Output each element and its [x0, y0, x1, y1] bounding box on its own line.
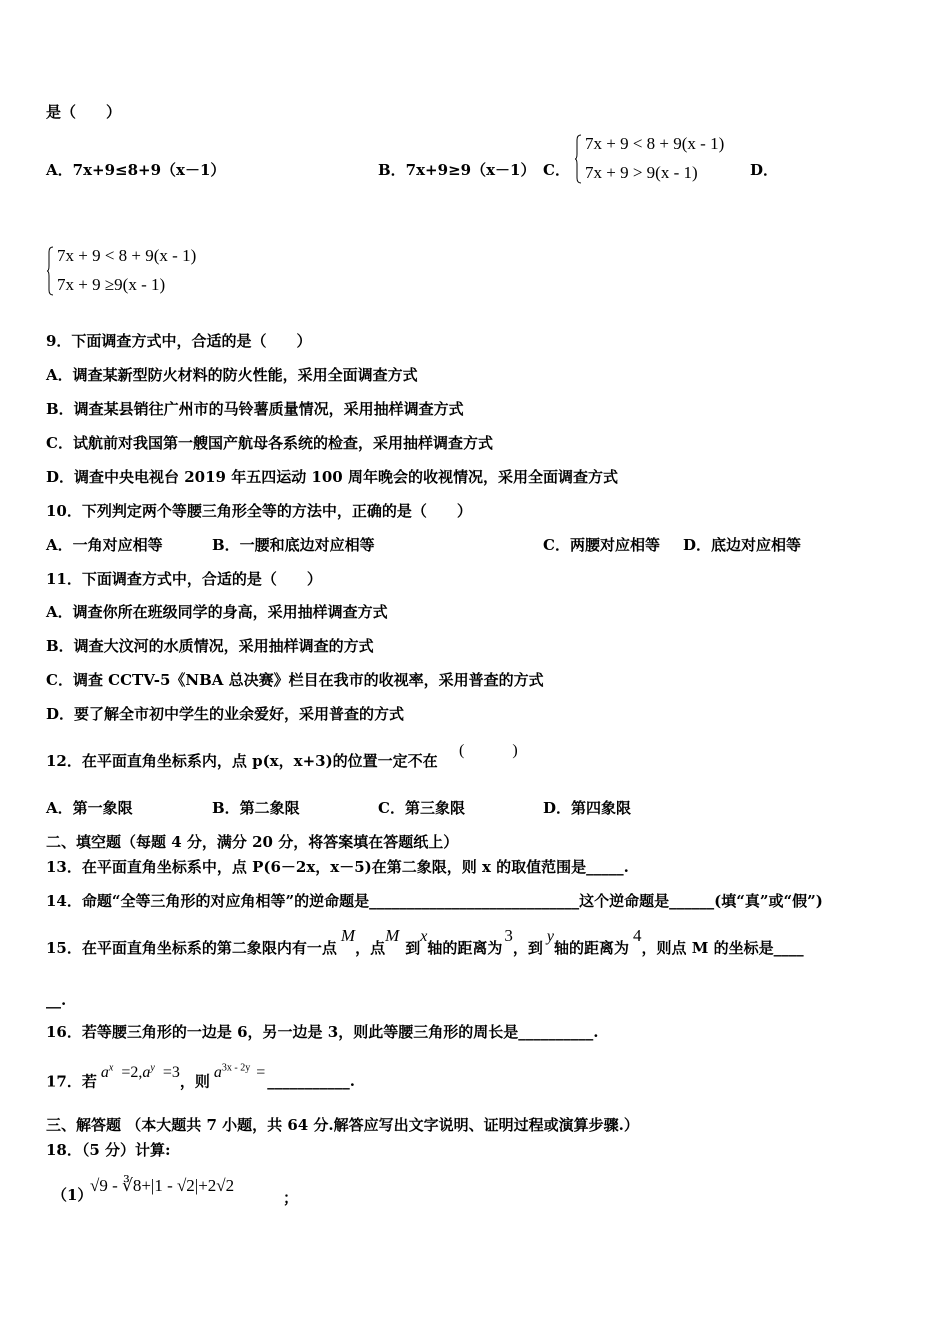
q8-option-a: A．7x+9≤8+9（x－1）: [46, 161, 226, 179]
q12-stem: 12．在平面直角坐标系内，点 p(x，x+3)的位置一定不在: [46, 752, 438, 770]
q11-option-c: C．调查 CCTV-5《NBA 总决赛》栏目在我市的收视率，采用普查的方式: [46, 671, 544, 689]
brace-icon: [575, 134, 582, 184]
q15-var-x: x: [420, 928, 428, 945]
q17-exp-x: x: [108, 1063, 114, 1074]
section-2-heading: 二、填空题（每题 4 分，满分 20 分，将答案填在答题纸上）: [46, 833, 459, 851]
q15-part7: ，则点 M 的坐标是____: [641, 939, 804, 957]
q15-num-3: 3: [504, 926, 513, 945]
q8-d-row2: 7x + 9 ≥9(x - 1): [57, 275, 166, 294]
q18-stem: 18．（5 分）计算:: [46, 1141, 171, 1159]
q16: 16．若等腰三角形的一边是 6，另一边是 3，则此等腰三角形的周长是__________.: [46, 1023, 599, 1041]
brace-icon: [47, 246, 54, 296]
q12-option-c: C．第三象限: [378, 799, 465, 817]
q17-a2: a: [142, 1064, 151, 1082]
q10-option-c: C．两腰对应相等: [543, 536, 660, 554]
q17-a: a: [100, 1064, 109, 1082]
q8-option-d-system: [47, 246, 227, 302]
q15-part1: 15．在平面直角坐标系的第二象限内有一点: [46, 939, 337, 957]
q9-stem: 9．下面调查方式中，合适的是（ ）: [46, 332, 312, 350]
q17-expr-2: [214, 1064, 265, 1081]
q12-option-d: D．第四象限: [543, 799, 632, 817]
q8-d-row1: 7x + 9 < 8 + 9(x - 1): [57, 246, 197, 265]
q15-var-M2: M: [385, 926, 400, 945]
q11-stem: 11．下面调查方式中，合适的是（ ）: [46, 570, 322, 588]
q8-option-d-label: D．: [750, 161, 779, 179]
q15-continuation: __.: [46, 991, 67, 1009]
q17-exp-3x2y: 3x - 2y: [221, 1063, 251, 1074]
q15-part2: ，点: [355, 939, 386, 957]
q9-option-c: C．试航前对我国第一艘国产航母各系统的检查，采用抽样调查方式: [46, 434, 493, 452]
q8-c-row1: 7x + 9 < 8 + 9(x - 1): [585, 134, 725, 153]
q15-part5: ，到: [512, 939, 543, 957]
q14: 14．命题“全等三角形的对应角相等”的逆命题是____________________________这个逆命题是______(填“真”或“假”): [46, 892, 823, 910]
q17-part1: 17．若: [46, 1072, 97, 1091]
q9-option-d: D．调查中央电视台 2019 年五四运动 100 周年晚会的收视情况，采用全面调查方式: [46, 468, 618, 486]
q15-var-M: M: [340, 926, 356, 945]
q11-option-a: A．调查你所在班级同学的身高，采用抽样调查方式: [46, 603, 388, 621]
q8-option-c-label: C．: [543, 161, 570, 179]
q8-stem-tail: 是（ ）: [46, 103, 122, 121]
q12-option-b: B．第二象限: [212, 799, 300, 817]
q15-part3: 到: [405, 939, 421, 957]
q17-a3: a: [213, 1064, 222, 1082]
q17-part2: ，则: [179, 1072, 210, 1091]
q10-option-a: A．一角对应相等: [46, 536, 163, 554]
q17-exp-y: y: [150, 1063, 155, 1074]
q18-part1-label: （1）: [52, 1186, 93, 1204]
q17-eq1: =2,: [121, 1064, 143, 1082]
q12-paren: ( ): [459, 742, 518, 759]
q17-expr-1: [101, 1064, 180, 1081]
q9-option-b: B．调查某县销往广州市的马铃薯质量情况，采用抽样调查方式: [46, 400, 464, 418]
q15-line: [46, 926, 804, 959]
q17-eq3: =: [256, 1064, 266, 1082]
q18-tail: ；: [283, 1189, 299, 1207]
q13: 13．在平面直角坐标系中，点 P(6－2x，x－5)在第二象限，则 x 的取值范围是_____.: [46, 858, 629, 876]
q17-eq2: =3: [162, 1064, 180, 1082]
q10-stem: 10．下列判定两个等腰三角形全等的方法中，正确的是（ ）: [46, 502, 472, 520]
q11-option-d: D．要了解全市初中学生的业余爱好，采用普查的方式: [46, 705, 405, 723]
q15-part4: 轴的距离为: [427, 939, 503, 957]
q17-line: [46, 1063, 355, 1092]
q10-option-b: B．一腰和底边对应相等: [212, 536, 375, 554]
q15-part6: 轴的距离为: [554, 939, 630, 957]
q17-answer-blank: ___________.: [267, 1072, 355, 1091]
q12-option-a: A．第一象限: [46, 799, 133, 817]
q18-expression: √9 - ∛8+|1 - √2|+2√2: [90, 1176, 235, 1195]
q8-option-c-system: [575, 134, 755, 190]
q8-option-b: B．7x+9≥9（x－1）: [378, 161, 536, 179]
q15-var-y: y: [546, 928, 555, 945]
q9-option-a: A．调查某新型防火材料的防火性能，采用全面调查方式: [46, 366, 418, 384]
q15-num-4: 4: [633, 926, 642, 945]
q10-option-d: D．底边对应相等: [683, 536, 802, 554]
q11-option-b: B．调查大汶河的水质情况，采用抽样调查的方式: [46, 637, 374, 655]
section-3-heading: 三、解答题 （本大题共 7 小题，共 64 分.解答应写出文字说明、证明过程或演算步骤.）: [46, 1116, 639, 1134]
q8-c-row2: 7x + 9 > 9(x - 1): [585, 163, 698, 182]
